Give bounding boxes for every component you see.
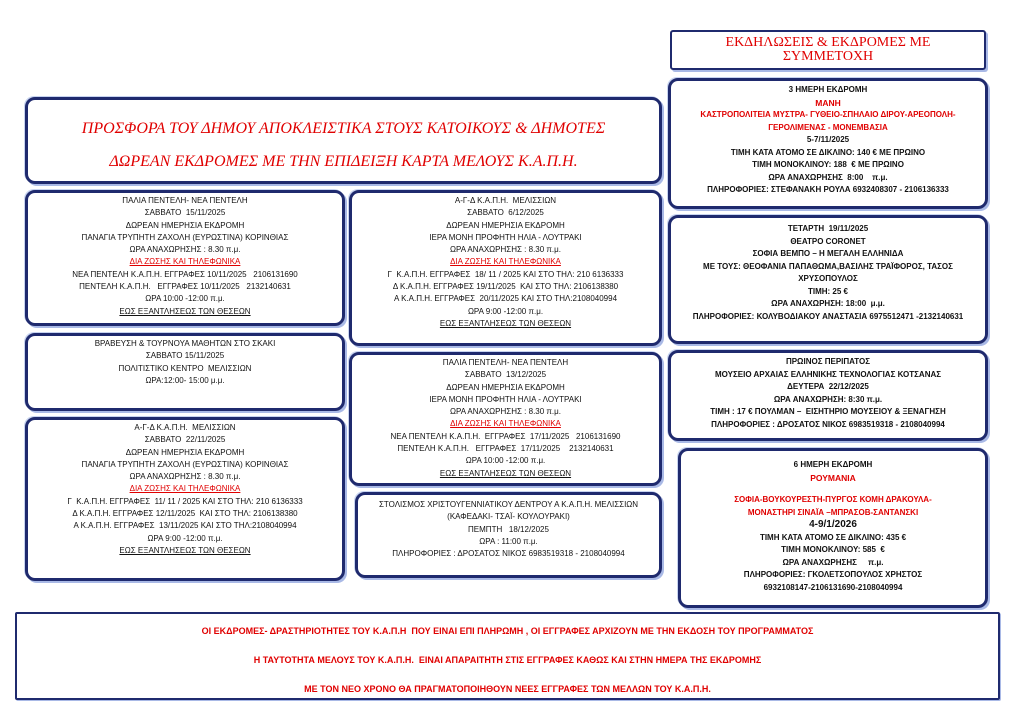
event-price: ΤΙΜΗ : 17 € ΠΟΥΛΜΑΝ – ΕΙΣΗΤΗΡΙΟ ΜΟΥΣΕΙΟΥ & ΞΕΝΑΓΗΣΗ [710, 407, 946, 416]
trip-price-double: ΤΙΜΗ ΚΑΤΑ ΑΤΟΜΟ ΣΕ ΔΙΚΛΙΝΟ: 140 € ΜΕ ΠΡΩΙΝΟ [730, 147, 926, 157]
free-trip-agd-dec-card [349, 190, 662, 346]
trip-availability: ΕΩΣ ΕΞΑΝΤΛΗΣΕΩΣ ΤΩΝ ΘΕΣΕΩΝ [439, 318, 572, 328]
trip-place: Α-Γ-Δ Κ.Α.Π.Η. ΜΕΛΙΣΣΙΩΝ [134, 423, 236, 432]
trip-route: ΚΑΣΤΡΟΠΟΛΙΤΕΙΑ ΜΥΣΤΡΑ- ΓΥΘΕΙΟ-ΣΠΗΛΑΙΟ ΔΙΡΟΥ-ΑΡΕΟΠΟΛΗ- [700, 110, 956, 119]
trip-registration-hours: ΩΡΑ 9:00 -12:00 π.μ. [147, 533, 223, 543]
trip-registration: ΝΕΑ ΠΕΝΤΕΛΗ Κ.Α.Π.Η. ΕΓΓΡΑΦΕΣ 10/11/2025 2106131690 [72, 269, 298, 279]
event-cast: ΜΕ ΤΟΥΣ: ΘΕΟΦΑΝΙΑ ΠΑΠΑΘΩΜΑ,ΒΑΣΙΛΗΣ ΤΡΑΪΦΟΡΟΣ, ΤΑΣΟΣ [703, 261, 953, 271]
notice-line: Η ΤΑΥΤΟΤΗΤΑ ΜΕΛΟΥΣ ΤΟΥ Κ.Α.Π.Η. ΕΙΝΑΙ ΑΠΑΡΑΙΤΗΤΗ ΣΤΙΣ ΕΓΓΡΑΦΕΣ ΚΑΘΩΣ ΚΑΙ ΣΤΗΝ ΗΜΕΡΑ ΤΗΣ ΕΚΔΡΟΜΗΣ [253, 655, 762, 665]
trip-registration-mode: ΔΙΑ ΖΩΣΗΣ ΚΑΙ ΤΗΛΕΦΩΝΙΚΑ [450, 257, 561, 267]
trip-duration: 6 ΗΜΕΡΗ ΕΚΔΡΟΜΗ [793, 460, 873, 469]
trip-route: ΣΟΦΙΑ-ΒΟΥΚΟΥΡΕΣΤΗ-ΠΥΡΓΟΣ ΚΟΜΗ ΔΡΑΚΟΥΛΑ- [734, 495, 932, 504]
trip-route: ΓΕΡΟΛΙΜΕΝΑΣ - ΜΟΝΕΜΒΑΣΙΑ [768, 122, 888, 132]
trip-destination: ΙΕΡΑ ΜΟΝΗ ΠΡΟΦΗΤΗ ΗΛΙΑ - ΛΟΥΤΡΑΚΙ [429, 232, 582, 242]
header-title-line-1: ΕΚΔΗΛΩΣΕΙΣ & ΕΚΔΡΟΜΕΣ ΜΕ [725, 35, 931, 50]
trip-date: ΣΑΒΒΑΤΟ 15/11/2025 [144, 208, 226, 218]
trip-type: ΔΩΡΕΑΝ ΗΜΕΡΗΣΙΑ ΕΚΔΡΟΜΗ [446, 382, 565, 392]
event-time: ΩΡΑ : 11:00 π.μ. [479, 536, 538, 546]
event-info: ΠΛΗΡΟΦΟΡΙΕΣ: ΚΟΛΥΒΟΔΙΑΚΟΥ ΑΝΑΣΤΑΣΙΑ 6975512471 -2132140631 [692, 311, 964, 321]
morning-walk-card [668, 350, 988, 441]
trip-registration: Δ Κ.Α.Π.Η. ΕΓΓΡΑΦΕΣ 12/11/2025 ΚΑΙ ΣΤΟ ΤΗΛ: 2106138380 [72, 509, 298, 519]
event-cast: ΧΡΥΣΟΠΟΥΛΟΣ [798, 274, 858, 283]
trip-duration: 3 ΗΜΕΡΗ ΕΚΔΡΟΜΗ [788, 85, 868, 94]
event-title: ΠΡΩΙΝΟΣ ΠΕΡΙΠΑΤΟΣ [785, 357, 871, 366]
trip-registration: ΠΕΝΤΕΛΗ Κ.Α.Π.Η. ΕΓΓΡΑΦΕΣ 10/11/2025 2132140631 [79, 282, 291, 292]
event-title: ΒΡΑΒΕΥΣΗ & ΤΟΥΡΝΟΥΑ ΜΑΘΗΤΩΝ ΣΤΟ ΣΚΑΚΙ [94, 339, 276, 348]
event-date: ΠΕΜΠΤΗ 18/12/2025 [468, 524, 549, 534]
trip-place: Α-Γ-Δ Κ.Α.Π.Η. ΜΕΛΙΣΣΙΩΝ [454, 196, 557, 205]
event-price: ΤΙΜΗ: 25 € [807, 286, 848, 296]
trip-info: ΠΛΗΡΟΦΟΡΙΕΣ: ΓΚΟΛΕΤΣΟΠΟΥΛΟΣ ΧΡΗΣΤΟΣ [743, 570, 923, 579]
trip-price-single: ΤΙΜΗ ΜΟΝΟΚΛΙΝΟΥ: 585 € [781, 545, 885, 554]
trip-destination: ΡΟΥΜΑΝΙΑ [810, 472, 856, 483]
trip-departure: ΩΡΑ ΑΝΑΧΩΡΗΣΗΣ : 8.30 π.μ. [450, 245, 561, 255]
trip-type: ΔΩΡΕΑΝ ΗΜΕΡΗΣΙΑ ΕΚΔΡΟΜΗ [125, 220, 245, 230]
trip-route: ΜΟΝΑΣΤΗΡΙ ΣΙΝΑΪΑ –ΜΠΡΑΣΟΒ-ΣΑΝΤΑΝΣΚΙ [747, 507, 919, 517]
event-date: ΔΕΥΤΕΡΑ 22/12/2025 [787, 382, 869, 391]
event-show: ΣΟΦΙΑ ΒΕΜΠΟ – Η ΜΕΓΑΛΗ ΕΛΛΗΝΙΔΑ [752, 249, 904, 258]
trip-destination: ΙΕΡΑ ΜΟΝΗ ΠΡΟΦΗΤΗ ΗΛΙΑ - ΛΟΥΤΡΑΚΙ [429, 394, 582, 404]
trip-departure: ΩΡΑ ΑΝΑΧΩΡΗΣΗΣ 8:00 π.μ. [768, 172, 888, 182]
trip-availability: ΕΩΣ ΕΞΑΝΤΛΗΣΕΩΣ ΤΩΝ ΘΕΣΕΩΝ [119, 306, 251, 316]
event-time: ΩΡΑ:12:00- 15:00 μ.μ. [145, 375, 225, 385]
trip-registration: Γ Κ.Α.Π.Η. ΕΓΓΡΑΦΕΣ 11/ 11 / 2025 ΚΑΙ ΣΤΟ ΤΗΛ: 210 6136333 [67, 496, 303, 506]
notice-line: ΜΕ ΤΟΝ ΝΕΟ ΧΡΟΝΟ ΘΑ ΠΡΑΓΜΑΤΟΠΟΙΗΘΟΥΝ ΝΕΕΣ ΕΓΓΡΑΦΕΣ ΤΩΝ ΜΕΛΛΩΝ ΤΟΥ Κ.Α.Π.Η. [304, 684, 711, 694]
event-venue: ΘΕΑΤΡΟ CORONET [790, 236, 866, 246]
trip-place: ΠΑΛΙΑ ΠΕΝΤΕΛΗ- ΝΕΑ ΠΕΝΤΕΛΗ [442, 358, 569, 367]
event-date: ΤΕΤΑΡΤΗ 19/11/2025 [787, 224, 869, 233]
trip-availability: ΕΩΣ ΕΞΑΝΤΛΗΣΕΩΣ ΤΩΝ ΘΕΣΕΩΝ [439, 468, 572, 478]
free-trip-penteli-dec-card [349, 352, 662, 486]
offer-line-1: ΠΡΟΣΦΟΡΑ ΤΟΥ ΔΗΜΟΥ ΑΠΟΚΛΕΙΣΤΙΚΑ ΣΤΟΥΣ ΚΑΤΟΙΚΟΥΣ & ΔΗΜΟΤΕΣ [81, 120, 606, 137]
trip-dates: 4-9/1/2026 [809, 519, 857, 530]
trip-type: ΔΩΡΕΑΝ ΗΜΕΡΗΣΙΑ ΕΚΔΡΟΜΗ [446, 220, 565, 230]
trip-registration-mode: ΔΙΑ ΖΩΣΗΣ ΚΑΙ ΤΗΛΕΦΩΝΙΚΑ [129, 484, 241, 494]
trip-departure: ΩΡΑ ΑΝΑΧΩΡΗΣΗΣ : 8.30 π.μ. [450, 407, 561, 417]
events-header [670, 30, 986, 70]
chess-event-card [25, 333, 345, 411]
notices-footer [15, 612, 1000, 700]
romania-trip-card [678, 448, 988, 608]
trip-registration-hours: ΩΡΑ 10:00 -12:00 π.μ. [465, 456, 546, 466]
free-trip-penteli-nov-card [25, 190, 345, 326]
trip-departure: ΩΡΑ ΑΝΑΧΩΡΗΣΗΣ π.μ. [782, 557, 884, 567]
trip-type: ΔΩΡΕΑΝ ΗΜΕΡΗΣΙΑ ΕΚΔΡΟΜΗ [125, 447, 245, 457]
event-departure: ΩΡΑ ΑΝΑΧΩΡΗΣΗ: 8:30 π.μ. [773, 394, 883, 404]
trip-registration: ΝΕΑ ΠΕΝΤΕΛΗ Κ.Α.Π.Η. ΕΓΓΡΑΦΕΣ 17/11/2025 2106131690 [390, 431, 621, 441]
christmas-tree-event-card [355, 492, 662, 578]
trip-availability: ΕΩΣ ΕΞΑΝΤΛΗΣΕΩΣ ΤΩΝ ΘΕΣΕΩΝ [119, 545, 251, 555]
event-info: ΠΛΗΡΟΦΟΡΙΕΣ : ΔΡΟΣΑΤΟΣ ΝΙΚΟΣ 6983519318 - 2108040994 [392, 549, 625, 559]
trip-date: ΣΑΒΒΑΤΟ 22/11/2025 [144, 435, 226, 445]
trip-phones: 6932108147-2106131690-2108040994 [763, 582, 903, 592]
trip-registration-hours: ΩΡΑ 9:00 -12:00 π.μ. [467, 306, 544, 316]
trip-destination: ΠΑΝΑΓΙΑ ΤΡΥΠΗΤΗ ΖΑΧΟΛΗ (ΕΥΡΩΣΤΙΝΑ) ΚΟΡΙΝΘΙΑΣ [81, 459, 289, 469]
trip-info: ΠΛΗΡΟΦΟΡΙΕΣ: ΣΤΕΦΑΝΑΚΗ ΡΟΥΛΑ 6932408307 - 2106136333 [707, 185, 949, 194]
event-departure: ΩΡΑ ΑΝΑΧΩΡΗΣΗ: 18:00 μ.μ. [771, 299, 885, 308]
offer-line-2: ΔΩΡΕΑΝ ΕΚΔΡΟΜΕΣ ΜΕ ΤΗΝ ΕΠΙΔΕΙΞΗ ΚΑΡΤΑ ΜΕΛΟΥΣ Κ.Α.Π.Η. [109, 153, 578, 170]
trip-departure: ΩΡΑ ΑΝΑΧΩΡΗΣΗΣ : 8.30 π.μ. [129, 245, 241, 255]
spacer [681, 484, 985, 494]
trip-price-single: ΤΙΜΗ ΜΟΝΟΚΛΙΝΟΥ: 188 € ΜΕ ΠΡΩΙΝΟ [752, 160, 904, 169]
trip-dates: 5-7/11/2025 [806, 135, 850, 144]
event-venue: ΠΟΛΙΤΙΣΤΙΚΟ ΚΕΝΤΡΟ ΜΕΛΙΣΣΙΩΝ [118, 363, 252, 373]
trip-place: ΠΑΛΙΑ ΠΕΝΤΕΛΗ- ΝΕΑ ΠΕΝΤΕΛΗ [122, 196, 248, 205]
event-subtitle: (ΚΑΦΕΔΑΚΙ- ΤΣΑΪ- ΚΟΥΛΟΥΡΑΚΙ) [447, 512, 570, 522]
trip-destination: ΜΑΝΗ [815, 97, 841, 108]
notice-line: ΟΙ ΕΚΔΡΟΜΕΣ- ΔΡΑΣΤΗΡΙΟΤΗΤΕΣ ΤΟΥ Κ.Α.Π.Η ΠΟΥ ΕΙΝΑΙ ΕΠΙ ΠΛΗΡΩΜΗ , ΟΙ ΕΓΓΡΑΦΕΣ ΑΡΧΙΖΟΥΝ ΜΕ ΤΗΝ ΕΚΔΟΣΗ ΤΟΥ ΠΡΟΓΡΑΜΜΑΤΟΣ [201, 626, 814, 636]
trip-registration: Δ Κ.Α.Π.Η. ΕΓΓΡΑΦΕΣ 19/11/2025 ΚΑΙ ΣΤΟ ΤΗΛ: 2106138380 [392, 282, 619, 292]
event-title: ΣΤΟΛΙΣΜΟΣ ΧΡΙΣΤΟΥΓΕΝΝΙΑΤΙΚΟΥ ΔΕΝΤΡΟΥ Α Κ.Α.Π.Η. ΜΕΛΙΣΣΙΩΝ [378, 500, 639, 509]
trip-registration-mode: ΔΙΑ ΖΩΣΗΣ ΚΑΙ ΤΗΛΕΦΩΝΙΚΑ [450, 419, 561, 429]
event-date: ΣΑΒΒΑΤΟ 15/11/2025 [145, 351, 225, 361]
event-info: ΠΛΗΡΟΦΟΡΙΕΣ : ΔΡΟΣΑΤΟΣ ΝΙΚΟΣ 6983519318 - 2108040994 [711, 419, 945, 429]
trip-registration: ΠΕΝΤΕΛΗ Κ.Α.Π.Η. ΕΓΓΡΑΦΕΣ 17/11/2025 2132140631 [397, 444, 614, 454]
trip-registration-hours: ΩΡΑ 10:00 -12:00 π.μ. [145, 294, 225, 304]
trip-registration: Α Κ.Α.Π.Η. ΕΓΓΡΑΦΕΣ 13/11/2025 ΚΑΙ ΣΤΟ ΤΗΛ:2108040994 [73, 521, 297, 531]
event-venue: ΜΟΥΣΕΙΟ ΑΡΧΑΙΑΣ ΕΛΛΗΝΙΚΗΣ ΤΕΧΝΟΛΟΓΙΑΣ ΚΟΤΣΑΝΑΣ [714, 369, 942, 379]
mani-trip-card [668, 78, 988, 209]
trip-registration: Α Κ.Α.Π.Η. ΕΓΓΡΑΦΕΣ 20/11/2025 ΚΑΙ ΣΤΟ ΤΗΛ:2108040994 [393, 294, 618, 304]
trip-date: ΣΑΒΒΑΤΟ 13/12/2025 [464, 370, 547, 380]
free-trip-agd-nov-card [25, 417, 345, 581]
trip-destination: ΠΑΝΑΓΙΑ ΤΡΥΠΗΤΗ ΖΑΧΟΛΗ (ΕΥΡΩΣΤΙΝΑ) ΚΟΡΙΝΘΙΑΣ [81, 232, 289, 242]
trip-departure: ΩΡΑ ΑΝΑΧΩΡΗΣΗΣ : 8.30 π.μ. [129, 472, 241, 482]
trip-price-double: ΤΙΜΗ ΚΑΤΑ ΑΤΟΜΟ ΣΕ ΔΙΚΛΙΝΟ: 435 € [759, 532, 907, 542]
theatre-event-card [668, 215, 988, 344]
trip-registration-mode: ΔΙΑ ΖΩΣΗΣ ΚΑΙ ΤΗΛΕΦΩΝΙΚΑ [129, 257, 241, 267]
municipality-offer-banner [25, 97, 662, 184]
trip-date: ΣΑΒΒΑΤΟ 6/12/2025 [467, 208, 544, 218]
header-title-line-2: ΣΥΜΜΕΤΟΧΗ [782, 49, 874, 64]
trip-registration: Γ Κ.Α.Π.Η. ΕΓΓΡΑΦΕΣ 18/ 11 / 2025 ΚΑΙ ΣΤΟ ΤΗΛ: 210 6136333 [387, 269, 624, 279]
